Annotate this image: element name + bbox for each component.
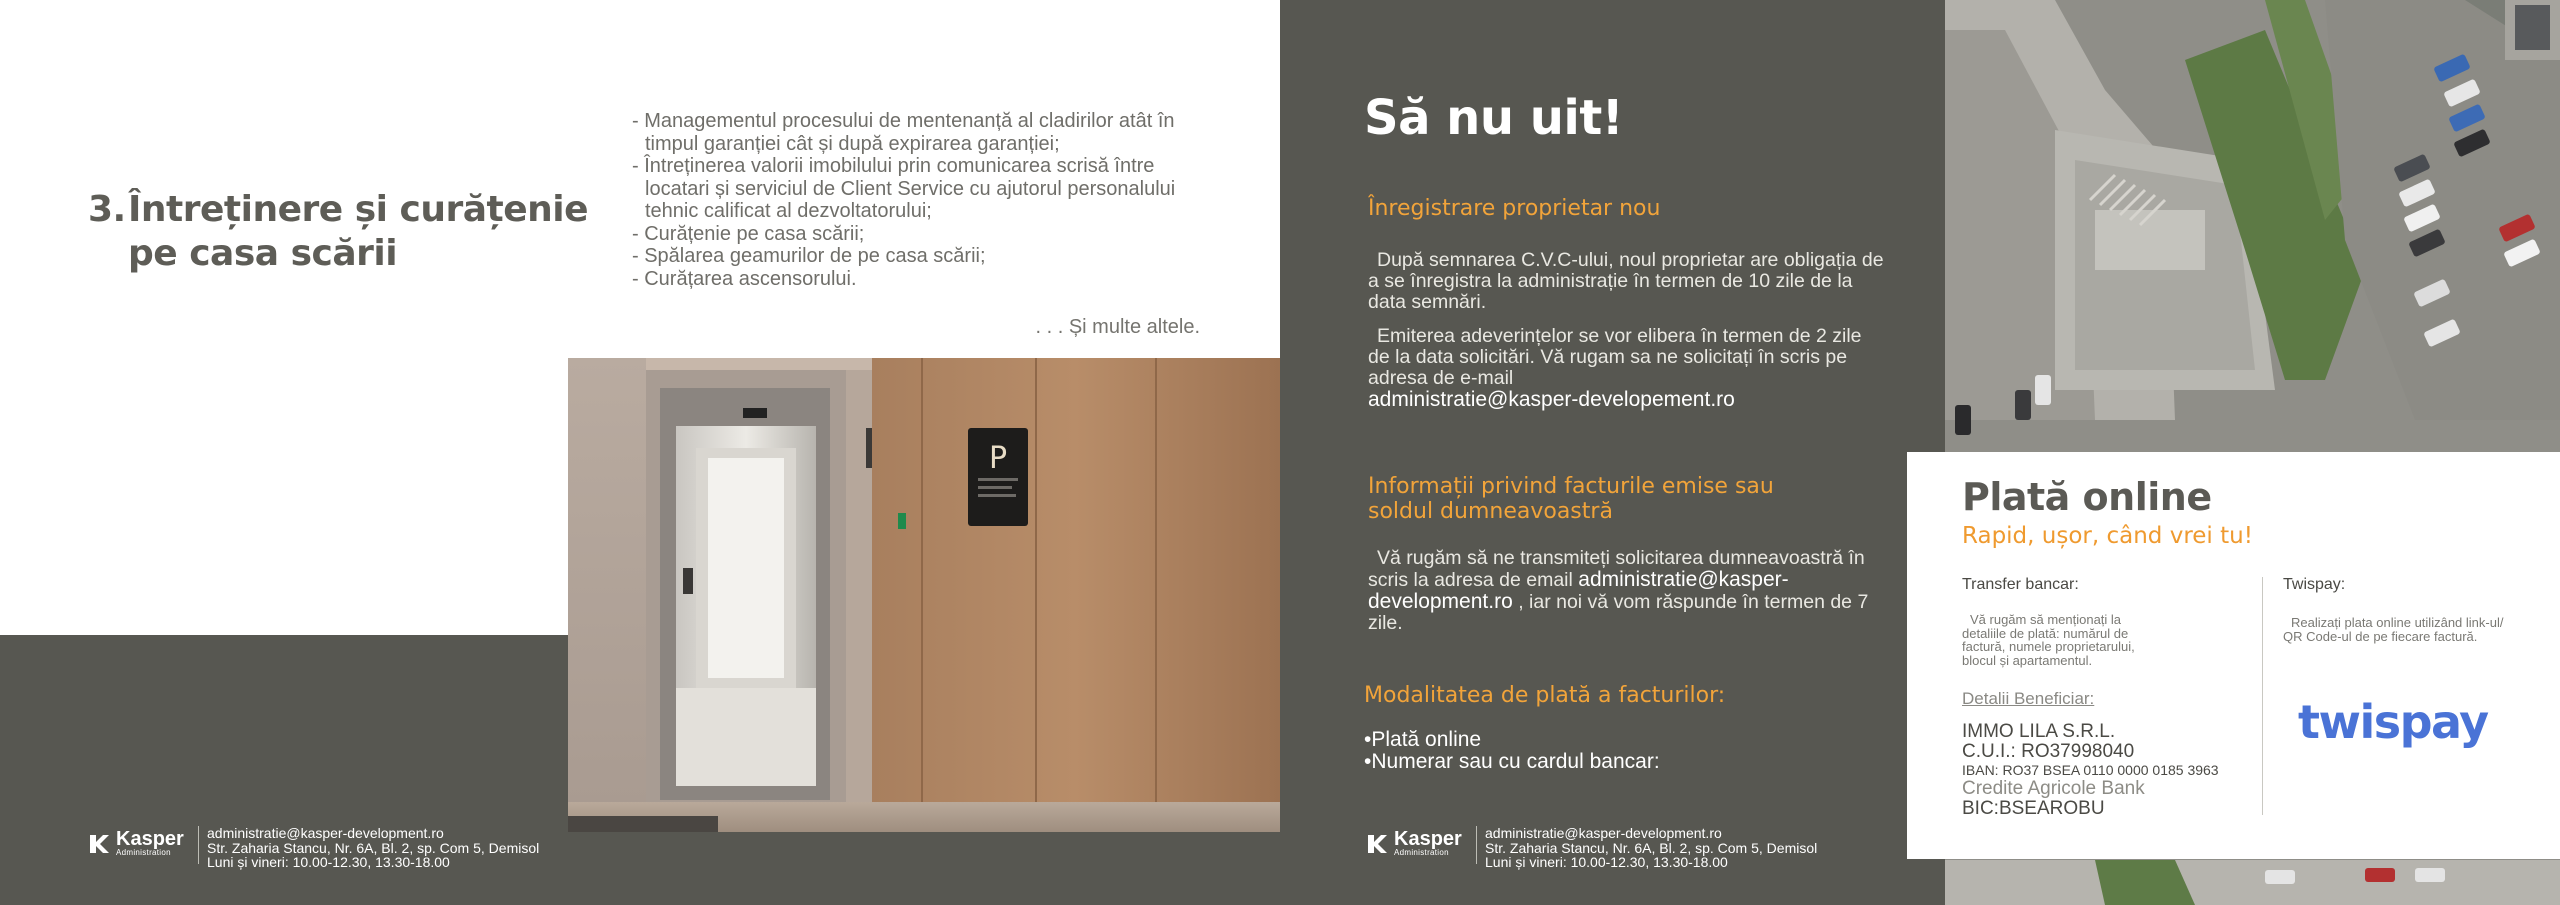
logo-name: Kasper (1394, 828, 1462, 850)
footer-email[interactable]: administratie@kasper-development.ro (207, 825, 444, 841)
bank-name: Credite Agricole Bank (1962, 778, 2145, 799)
more-text: . . . Și multe altele. (1035, 316, 1200, 338)
list-item: - Curățarea ascensorului. (632, 268, 1212, 291)
payment-methods-list (1364, 729, 1660, 773)
list-item: - Întreținerea valorii imobilului prin comunicarea scrisă între locatari și serviciul de Client Service cu ajutorul personalului tehnic calificat al dezvoltatorului; (632, 155, 1212, 223)
bic-value: BSEAROBU (1998, 798, 2105, 819)
beneficiary-label: Detalii Beneficiar: (1962, 689, 2095, 708)
logo-sub: Administration (116, 848, 171, 857)
elevator-illustration (568, 358, 1280, 832)
paragraph-invoices-text: Vă rugăm să ne transmiteți solicitarea dumneavoastră în scris la adresa de email (1368, 547, 1865, 591)
list-item: •Numerar sau cu cardul bancar: (1364, 750, 1660, 773)
certificates-email[interactable]: administratie@kasper-developement.ro (1368, 388, 1735, 411)
list-item: - Spălarea geamurilor de pe casa scării; (632, 245, 1212, 268)
kasper-logo-icon (1366, 833, 1388, 855)
paragraph-certificates-text: Emiterea adeverințelor se vor elibera în termen de 2 zile de la data solicitări. Vă rugam sa ne solicitați în scris pe adresa de e-mail (1368, 325, 1862, 389)
paragraph-certificates (1368, 326, 1888, 411)
svg-text:P: P (988, 441, 1008, 476)
heading-invoices-line1: Informații privind facturile emise sau (1368, 474, 1774, 499)
online-payment-title: Plată online (1962, 475, 2212, 519)
footer-email[interactable]: administratie@kasper-development.ro (1485, 825, 1722, 841)
company-name: IMMO LILA S.R.L. (1962, 721, 2116, 742)
beneficiary-details (1962, 722, 2219, 819)
paragraph-registration: După semnarea C.V.C-ului, noul proprietar are obligația de a se înregistra la administrație în termen de 10 zile de la data semnări. (1368, 249, 1884, 313)
footer-left (88, 826, 539, 870)
reminder-title: Să nu uit! (1364, 90, 1624, 146)
kasper-logo-icon (88, 833, 110, 855)
footer-address: Str. Zaharia Stancu, Nr. 6A, Bl. 2, sp. Com 5, Demisol (207, 839, 540, 856)
transfer-text: Vă rugăm să menționați la detaliile de plată: numărul de factură, numele proprietarului, blocul și apartamentul. (1962, 612, 2135, 668)
services-list (632, 110, 1212, 290)
paragraph-invoices (1368, 548, 1898, 634)
kasper-logo (88, 830, 194, 858)
heading-payment-methods: Modalitatea de plată a facturilor: (1364, 683, 1726, 708)
paragraph-invoices-tail: , iar noi vă vom răspunde în termen de 7 zile. (1368, 591, 1869, 634)
column-divider (2262, 577, 2263, 815)
bic-label: BIC: (1962, 798, 1999, 819)
section-title-line2: pe casa scării (128, 233, 398, 274)
bank-bic (1962, 799, 2219, 819)
company-cui: C.U.I.: RO37998040 (1962, 741, 2135, 762)
footer-middle (1366, 826, 1817, 870)
company-iban: IBAN: RO37 BSEA 0110 0000 0185 3963 (1962, 762, 2219, 778)
invoices-email[interactable]: administratie@kasper-development.ro (1368, 568, 1789, 613)
section-title (88, 188, 588, 276)
logo-sub: Administration (1394, 848, 1449, 857)
footer-hours: Luni și vineri: 10.00-12.30, 13.30-18.00 (1485, 854, 1728, 870)
footer-hours: Luni și vineri: 10.00-12.30, 13.30-18.00 (207, 854, 450, 870)
list-item: •Plată online (1364, 728, 1482, 751)
footer-divider (1476, 826, 1477, 864)
footer-info (1485, 826, 1817, 870)
heading-new-owner: Înregistrare proprietar nou (1368, 196, 1661, 221)
elevator-photo (568, 358, 1280, 832)
heading-invoices (1368, 474, 1774, 524)
section-number: 3. (88, 189, 126, 230)
footer-info (207, 826, 539, 870)
online-payment-subtitle: Rapid, ușor, când vrei tu! (1962, 523, 2253, 549)
list-item: - Managementul procesului de mentenanță al cladirilor atât în timpul garanției cât și după expirarea garanției; (632, 110, 1212, 155)
footer-address: Str. Zaharia Stancu, Nr. 6A, Bl. 2, sp. Com 5, Demisol (1485, 839, 1818, 856)
twispay-heading: Twispay: (2283, 576, 2346, 593)
twispay-text: Realizați plata online utilizând link-ul/ QR Code-ul de pe fiecare factură. (2283, 615, 2504, 644)
twispay-logo[interactable]: twispay (2298, 695, 2488, 749)
section-title-line1: Întreținere și curățenie (128, 189, 589, 230)
list-item: - Curățenie pe casa scării; (632, 223, 1212, 246)
kasper-logo (1366, 830, 1472, 858)
footer-divider (198, 826, 199, 864)
heading-invoices-line2: soldul dumneavoastră (1368, 499, 1613, 524)
transfer-heading: Transfer bancar: (1962, 576, 2079, 593)
logo-name: Kasper (116, 828, 184, 850)
